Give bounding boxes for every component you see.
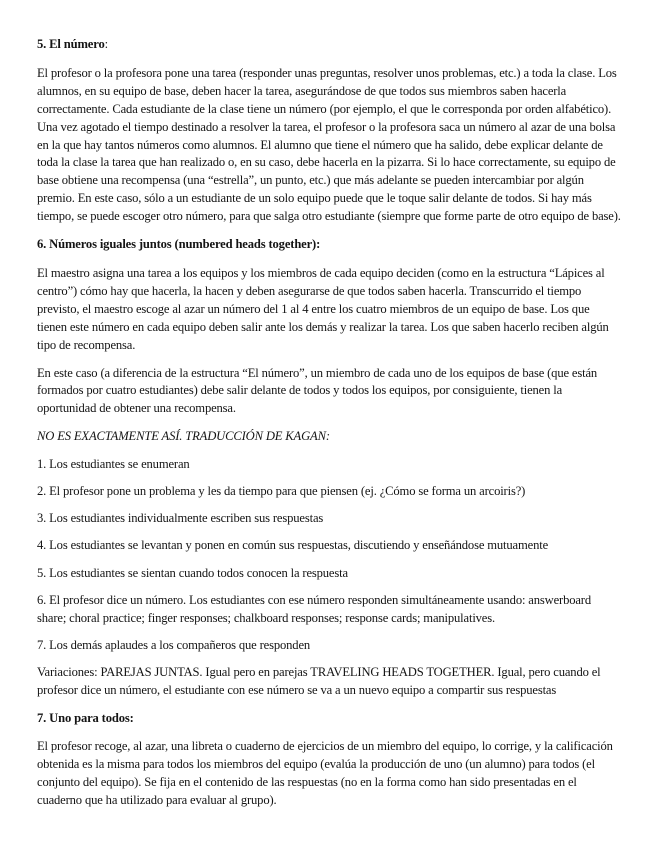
section-6-heading: 6. Números iguales juntos (numbered heads together):: [37, 237, 321, 252]
kagan-note: NO ES EXACTAMENTE ASÍ. TRADUCCIÓN DE KAGAN:: [37, 429, 330, 444]
kagan-step: 1. Los estudiantes se enumeran: [37, 457, 190, 472]
section-6-body-2: En este caso (a diferencia de la estructura “El número”, un miembro de cada uno de los equipos de base (que están formados por cuatro estudiantes) debe salir delante de todos y todos los equipos, por consiguiente, tienen la oportunidad de obtener una recompensa.: [37, 365, 598, 416]
kagan-step: 7. Los demás aplaudes a los compañeros que responden: [37, 637, 311, 652]
section-5-colon: :: [104, 37, 108, 51]
section-7-body: El profesor recoge, al azar, una libreta o cuaderno de ejercicios de un miembro del equipo, lo corrige, y la calificación obtenida es la misma para todos los miembros del equipo (evalúa la producción de uno (un alumno) para todos (el conjunto del equipo). Se fija en el contenido de las respuestas (no en la forma como han sido presentadas en el cuaderno que ha utilizado para evaluar al grupo).: [37, 739, 613, 808]
variations-text: PAREJAS JUNTAS. Igual pero en parejas TRAVELING HEADS TOGETHER. Igual, pero cuando el profesor dice un número, el estudiante con ese número se va a un nuevo equipo a compartir sus respuestas: [37, 664, 601, 697]
section-5-body: El profesor o la profesora pone una tarea (responder unas preguntas, resolver unos problemas, etc.) a toda la clase. Los alumnos, en su equipo de base, deben hacer la tarea, asegurándose de que todos sus miembros saben hacerla correctamente. Cada estudiante de la clase tiene un número (por ejemplo, el que le corresponda por orden alfabético). Una vez agotado el tiempo destinado a resolver la tarea, el profesor o la profesora saca un número al azar de una bolsa en la que hay tantos números como alumnos. El alumno que tiene el número que ha salido, debe explicar delante de toda la clase la tarea que han realizado o, en su caso, debe hacerla en la pizarra. Si lo hace correctamente, su equipo de base obtiene una recompensa (una “estrella”, un punto, etc.) que más adelante se pueden intercambiar por algún premio. En este caso, sólo a un estudiante de un solo equipo puede que le toque salir delante de todos. Si hay más tiempo, se puede escoger otro número, para que salga otro estudiante (siempre que forme parte de otro equipo de base).: [37, 65, 621, 224]
kagan-step: 4. Los estudiantes se levantan y ponen en común sus respuestas, discutiendo y enseñándose mutuamente: [37, 538, 549, 553]
section-6-body-1: El maestro asigna una tarea a los equipos y los miembros de cada equipo deciden (como en la estructura “Lápices al centro”) cómo hay que hacerla, la hacen y deben asegurarse de que todos saben hacerla. Transcurrido el tiempo previsto, el maestro escoge al azar un número del 1 al 4 entre los cuatro miembros de un equipo de base. Los que tienen este número en cada equipo deben salir ante los demás y realizar la tarea. Los que saben hacerlo reciben algún tipo de recompensa.: [37, 265, 609, 352]
section-5-title: 5. El número: [37, 37, 105, 51]
kagan-step: 3. Los estudiantes individualmente escriben sus respuestas: [37, 511, 324, 526]
kagan-step: 2. El profesor pone un problema y les da tiempo para que piensen (ej. ¿Cómo se forma un arcoiris?): [37, 484, 526, 499]
kagan-steps-list: [37, 456, 621, 654]
kagan-step: 6. El profesor dice un número. Los estudiantes con ese número responden simultáneamente usando: answerboard share; choral practice; finger responses; chalkboard responses; response cards; manipulatives.: [37, 592, 592, 625]
section-5-heading: [37, 36, 621, 54]
variations-paragraph: [37, 664, 621, 700]
section-7-heading: 7. Uno para todos:: [37, 710, 134, 725]
kagan-step: 5. Los estudiantes se sientan cuando todos conocen la respuesta: [37, 565, 348, 580]
variations-label: Variaciones:: [37, 664, 98, 679]
